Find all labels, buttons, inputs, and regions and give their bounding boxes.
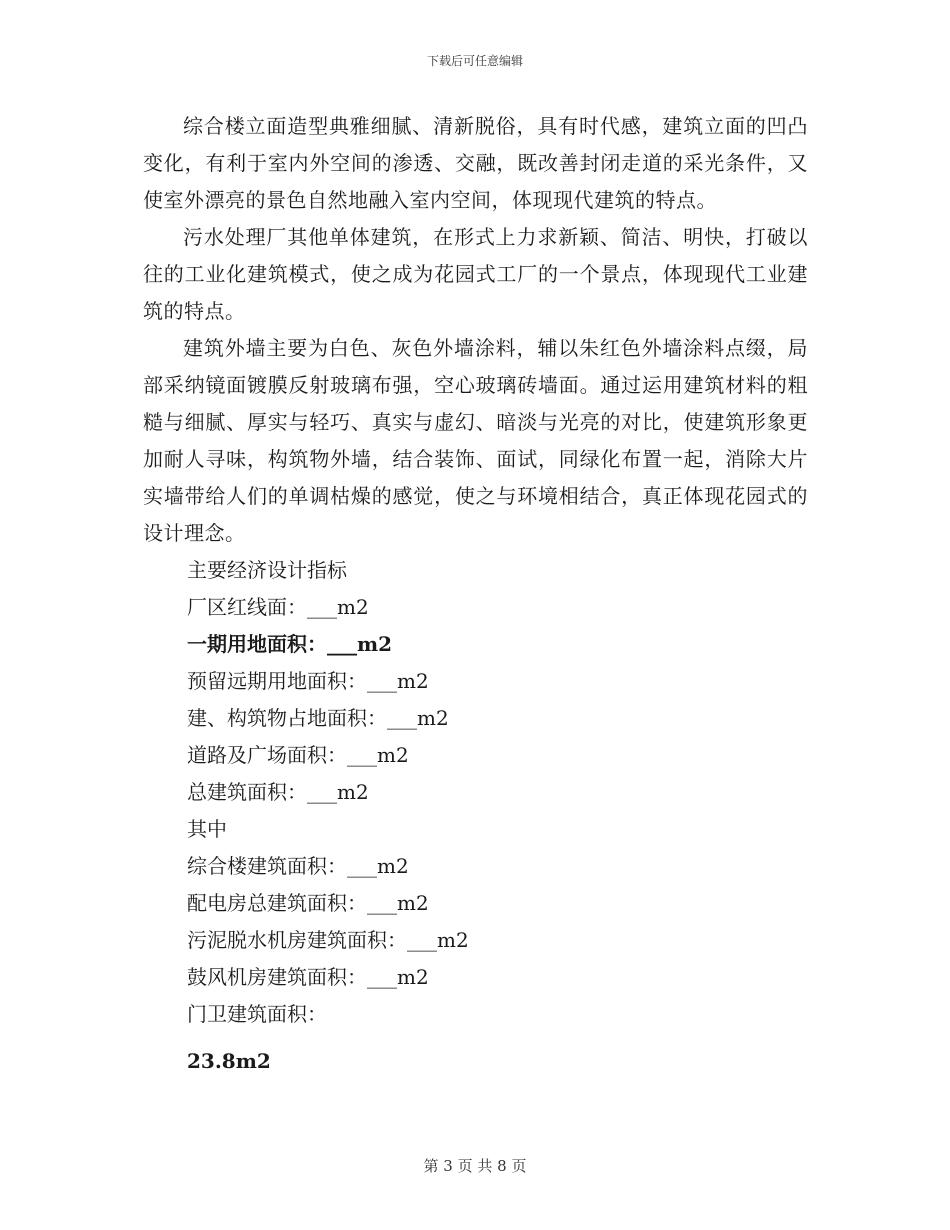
indicator-item: 配电房总建筑面积：___m2 [187,891,429,915]
page-footer: 第 3 页 共 8 页 [423,1157,527,1175]
indicator-item: 综合楼建筑面积：___m2 [187,854,409,878]
indicator-item: 道路及广场面积：___m2 [187,743,409,767]
indicator-item: 23.8m2 [187,1049,271,1073]
document-body [143,108,808,1080]
indicator-item: 一期用地面积：___m2 [187,632,393,656]
indicator-item: 总建筑面积：___m2 [187,780,369,804]
indicators-heading: 主要经济设计指标 [187,558,347,582]
paragraph-exterior-wall: 建筑外墙主要为白色、灰色外墙涂料，辅以朱红色外墙涂料点缀，局部采纳镜面镀膜反射玻璃布强，空心玻璃砖墙面。通过运用建筑材料的粗糙与细腻、厚实与轻巧、真实与虚幻、暗淡与光亮的对比，使建筑形象更加耐人寻味，构筑物外墙，结合装饰、面试，同绿化布置一起，消除大片实墙带给人们的单调枯燥的感觉，使之与环境相结合，真正体现花园式的设计理念。 [143,336,808,545]
indicator-item: 建、构筑物占地面积：___m2 [187,706,449,730]
indicator-item: 污泥脱水机房建筑面积：___m2 [187,928,469,952]
paragraph-facade: 综合楼立面造型典雅细腻、清新脱俗，具有时代感，建筑立面的凹凸变化，有利于室内外空间的渗透、交融，既改善封闭走道的采光条件，又使室外漂亮的景色自然地融入室内空间，体现现代建筑的特点。 [143,114,808,212]
indicator-item: 门卫建筑面积： [187,1002,327,1026]
paragraph-other-buildings: 污水处理厂其他单体建筑，在形式上力求新颖、简洁、明快，打破以往的工业化建筑模式，使之成为花园式工厂的一个景点，体现现代工业建筑的特点。 [143,225,808,323]
indicator-item: 鼓风机房建筑面积：___m2 [187,965,429,989]
indicator-item: 厂区红线面：___m2 [187,595,369,619]
indicator-item: 其中 [187,817,227,841]
indicator-item: 预留远期用地面积：___m2 [187,669,429,693]
page-header: 下载后可任意编辑 [426,54,523,68]
